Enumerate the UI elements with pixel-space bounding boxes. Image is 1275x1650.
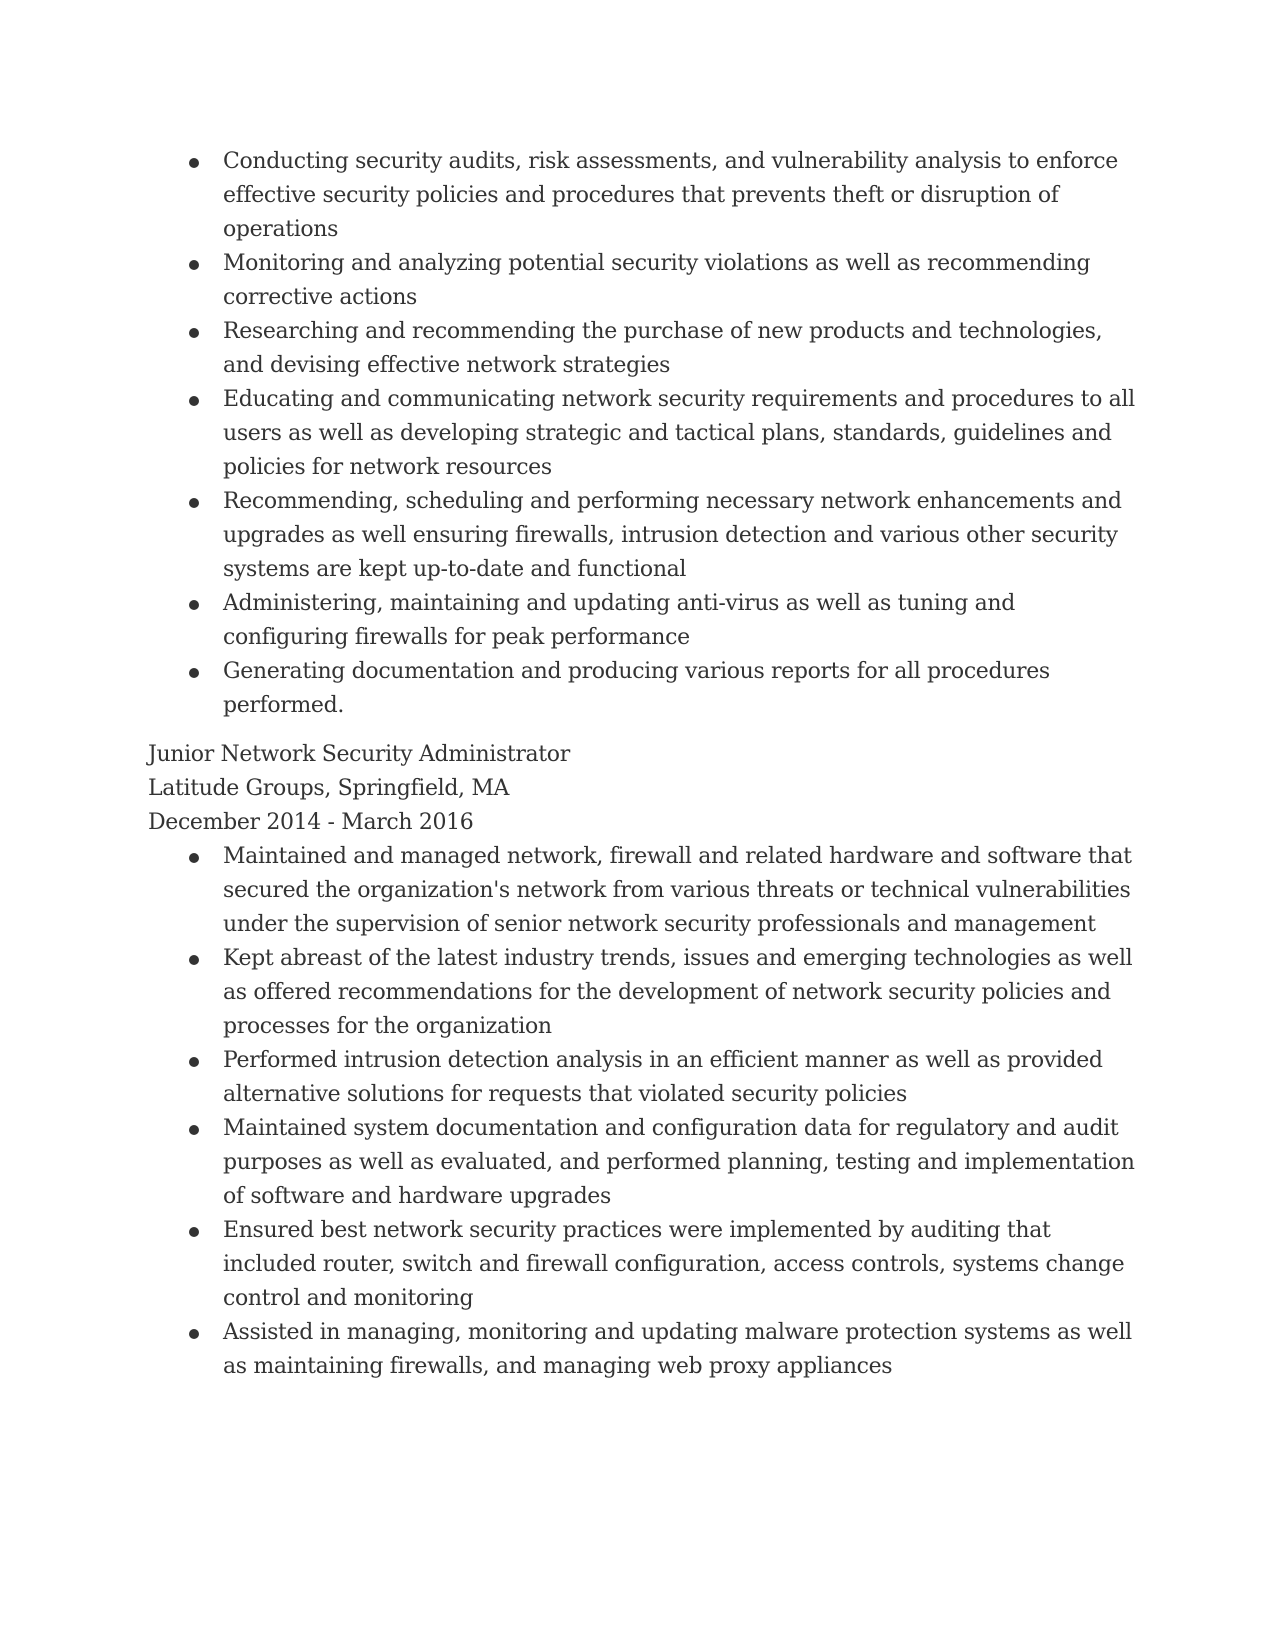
bullet-text: Ensured best network security practices were implemented by auditing that included router, switch and firewall configuration, access controls, systems change control and monitoring <box>223 1218 1125 1311</box>
list-item <box>223 485 1138 587</box>
bullet-icon <box>189 1125 199 1135</box>
previous-role-bullet-list <box>148 145 1138 723</box>
list-item <box>223 587 1138 655</box>
bullet-icon <box>189 1227 199 1237</box>
bullet-icon <box>189 158 199 168</box>
bullet-text: Educating and communicating network security requirements and procedures to all users as well as developing strategic and tactical plans, standards, guidelines and policies for network resources <box>223 387 1135 480</box>
bullet-text: Maintained and managed network, firewall and related hardware and software that secured the organization's network from various threats or technical vulnerabilities under the supervision of senior network security professionals and management <box>223 844 1132 937</box>
list-item <box>223 1316 1138 1384</box>
list-item <box>223 145 1138 247</box>
bullet-icon <box>189 1057 199 1067</box>
bullet-text: Kept abreast of the latest industry trends, issues and emerging technologies as well as offered recommendations for the development of network security policies and processes for the organization <box>223 946 1133 1039</box>
list-item <box>223 942 1138 1044</box>
job-dates: December 2014 - March 2016 <box>148 810 474 835</box>
bullet-text: Assisted in managing, monitoring and updating malware protection systems as well as maintaining firewalls, and managing web proxy appliances <box>223 1320 1132 1379</box>
bullet-text: Generating documentation and producing various reports for all procedures performed. <box>223 659 1050 718</box>
bullet-icon <box>189 260 199 270</box>
bullet-icon <box>189 396 199 406</box>
bullet-text: Performed intrusion detection analysis in an efficient manner as well as provided alternative solutions for requests that violated security policies <box>223 1048 1103 1107</box>
bullet-icon <box>189 1329 199 1339</box>
bullet-text: Administering, maintaining and updating anti-virus as well as tuning and configuring firewalls for peak performance <box>223 591 1015 650</box>
bullet-icon <box>189 955 199 965</box>
job-company: Latitude Groups, Springfield, MA <box>148 776 510 801</box>
bullet-icon <box>189 328 199 338</box>
bullet-text: Recommending, scheduling and performing necessary network enhancements and upgrades as well ensuring firewalls, intrusion detection and various other security systems are kept up-to-date and functional <box>223 489 1122 582</box>
bullet-text: Monitoring and analyzing potential security violations as well as recommending corrective actions <box>223 251 1091 310</box>
bullet-text: Researching and recommending the purchase of new products and technologies, and devising effective network strategies <box>223 319 1103 378</box>
junior-role-bullet-list <box>148 840 1138 1384</box>
resume-page <box>148 145 1138 1384</box>
bullet-text: Conducting security audits, risk assessments, and vulnerability analysis to enforce effective security policies and procedures that prevents theft or disruption of operations <box>223 149 1118 242</box>
bullet-text: Maintained system documentation and configuration data for regulatory and audit purposes as well as evaluated, and performed planning, testing and implementation of software and hardware upgrades <box>223 1116 1135 1209</box>
list-item <box>223 315 1138 383</box>
list-item <box>223 1044 1138 1112</box>
list-item <box>223 840 1138 942</box>
list-item <box>223 1112 1138 1214</box>
job-title: Junior Network Security Administrator <box>148 742 570 767</box>
list-item <box>223 383 1138 485</box>
bullet-icon <box>189 853 199 863</box>
list-item <box>223 1214 1138 1316</box>
bullet-icon <box>189 600 199 610</box>
job-header <box>148 738 1138 840</box>
list-item <box>223 655 1138 723</box>
bullet-icon <box>189 498 199 508</box>
bullet-icon <box>189 668 199 678</box>
list-item <box>223 247 1138 315</box>
